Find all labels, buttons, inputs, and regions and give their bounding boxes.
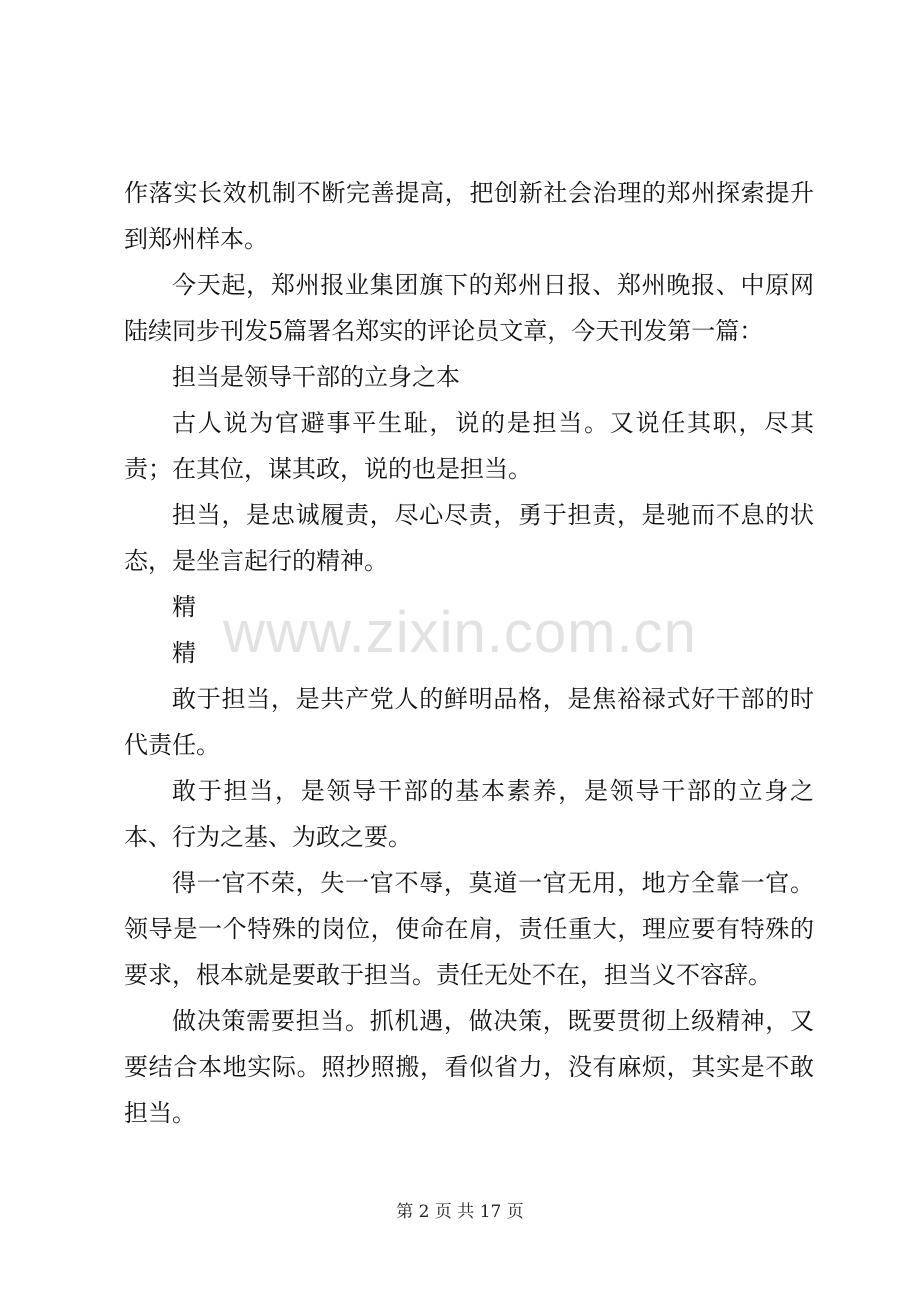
document-body <box>124 170 814 1136</box>
article-title: 担当是领导干部的立身之本 <box>172 363 460 391</box>
paragraph-1: 作落实长效机制不断完善提高，把创新社会治理的郑州探索提升到郑州样本。 <box>124 179 814 253</box>
paragraph-4: 担当，是忠诚履责，尽心尽责，勇于担责，是驰而不息的状态，是坐言起行的精神。 <box>124 501 814 575</box>
paragraph-6: 精 <box>172 639 196 667</box>
paragraph-8: 敢于担当，是领导干部的基本素养，是领导干部的立身之本、行为之基、为政之要。 <box>124 777 814 851</box>
paragraph-5: 精 <box>172 593 196 621</box>
paragraph-7: 敢于担当，是共产党人的鲜明品格，是焦裕禄式好干部的时代责任。 <box>124 685 814 759</box>
paragraph-10: 做决策需要担当。抓机遇，做决策，既要贯彻上级精神，又要结合本地实际。照抄照搬，看似省力，没有麻烦，其实是不敢担当。 <box>124 1007 814 1127</box>
paragraph-3: 古人说为官避事平生耻，说的是担当。又说任其职，尽其责；在其位，谋其政，说的也是担当。 <box>124 409 814 483</box>
paragraph-2: 今天起，郑州报业集团旗下的郑州日报、郑州晚报、中原网陆续同步刊发5篇署名郑实的评论员文章，今天刊发第一篇： <box>124 271 814 345</box>
watermark: www.zixin.com.cn <box>223 600 697 665</box>
paragraph-9: 得一官不荣，失一官不辱，莫道一官无用，地方全靠一官。领导是一个特殊的岗位，使命在肩，责任重大，理应要有特殊的要求，根本就是要敢于担当。责任无处不在，担当义不容辞。 <box>124 869 814 989</box>
page-number-footer: 第 2 页 共 17 页 <box>396 1202 524 1222</box>
